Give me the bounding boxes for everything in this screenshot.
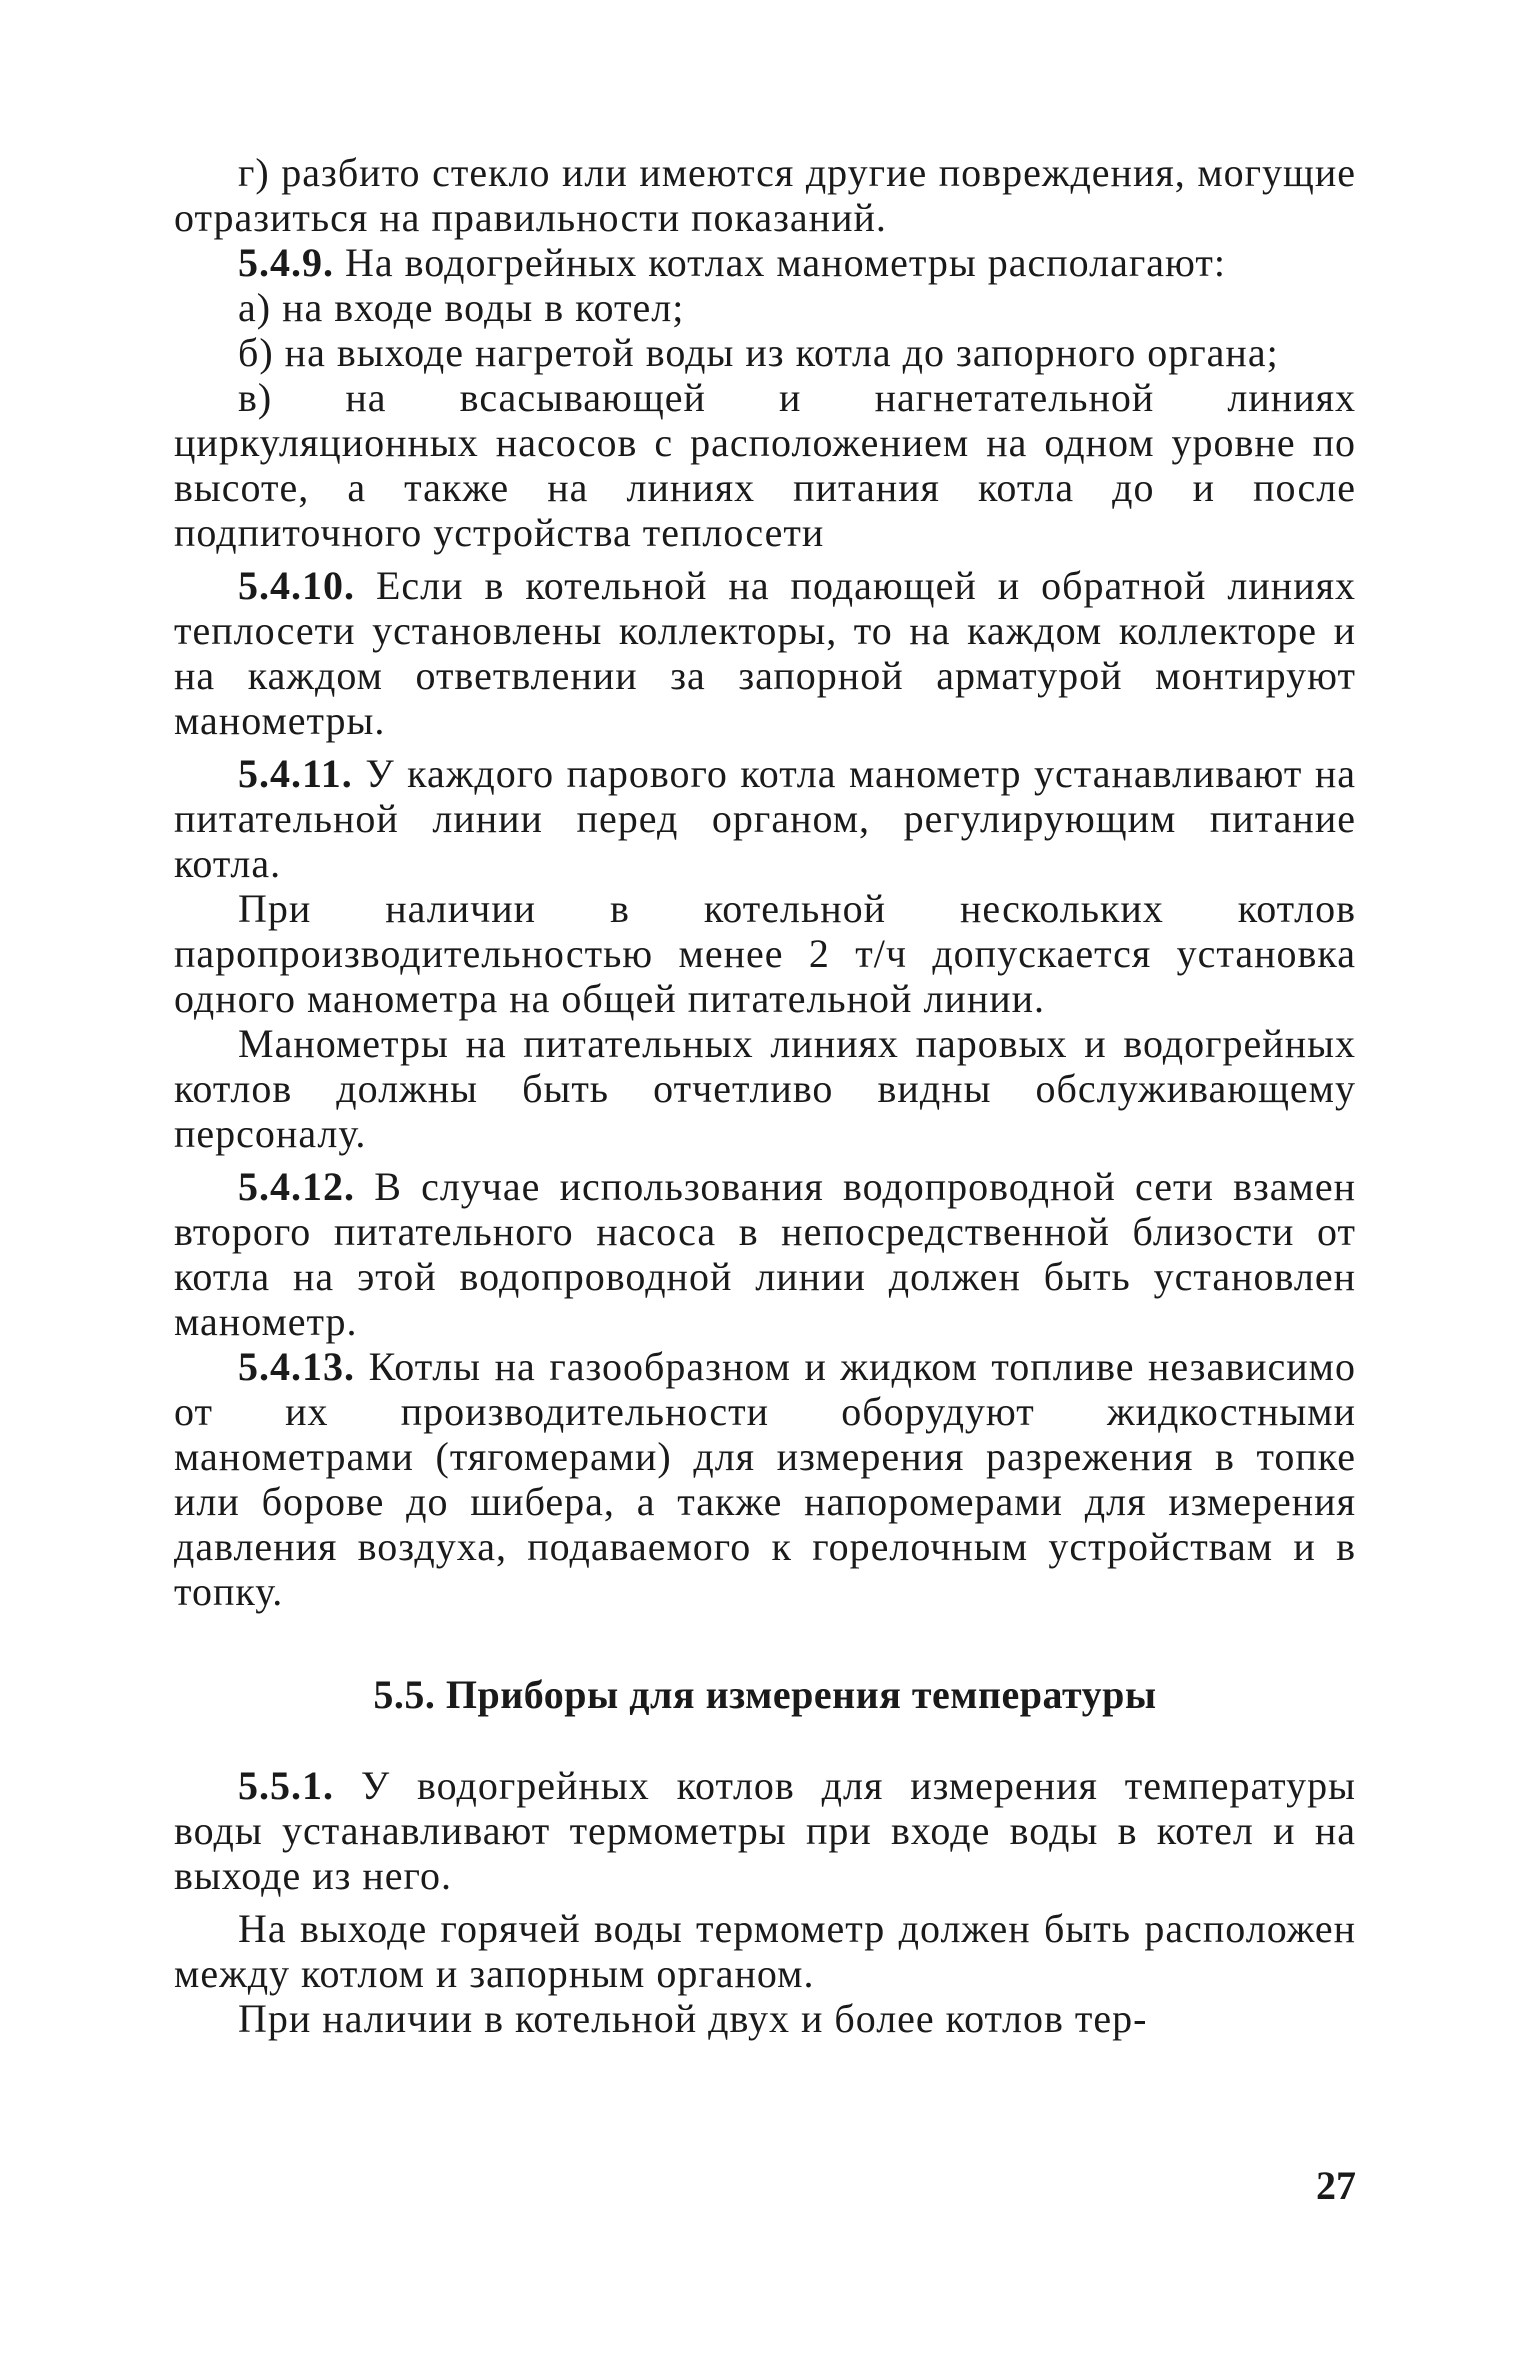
paragraph-text: У каждого парового котла манометр устанавливают на питательной линии перед органом, регулирующим питание котла. bbox=[174, 751, 1356, 886]
paragraph-5-4-12 bbox=[174, 1164, 1356, 1344]
page-number: 27 bbox=[1316, 2163, 1356, 2208]
paragraph-5-4-9 bbox=[174, 240, 1356, 285]
clause-number: 5.4.9. bbox=[238, 240, 334, 285]
page-content bbox=[174, 150, 1356, 2041]
section-title: 5.5. Приборы для измерения температуры bbox=[373, 1672, 1157, 1717]
list-item-a bbox=[174, 285, 1356, 330]
paragraph-5-4-11 bbox=[174, 751, 1356, 886]
clause-number: 5.5.1. bbox=[238, 1763, 334, 1808]
list-item-v bbox=[174, 375, 1356, 555]
paragraph-5-4-10 bbox=[174, 563, 1356, 743]
paragraph-text: Если в котельной на подающей и обратной линиях теплосети установлены коллекторы, то на каждом коллекторе и на каждом ответвлении за запорной арматурой монтируют манометры. bbox=[174, 563, 1356, 743]
clause-number: 5.4.12. bbox=[238, 1164, 355, 1209]
paragraph-text: б) на выходе нагретой воды из котла до запорного органа; bbox=[238, 330, 1279, 375]
paragraph-text: а) на входе воды в котел; bbox=[238, 285, 685, 330]
paragraph-5-5-1-note-1 bbox=[174, 1906, 1356, 1996]
paragraph-text: г) разбито стекло или имеются другие повреждения, могущие отразиться на правильности показаний. bbox=[174, 150, 1356, 240]
clause-number: 5.4.11. bbox=[238, 751, 353, 796]
paragraph-text: При наличии в котельной нескольких котлов паропроизводительностью менее 2 т/ч допускается установка одного манометра на общей питательной линии. bbox=[174, 886, 1356, 1021]
list-item-b bbox=[174, 330, 1356, 375]
paragraph-text: При наличии в котельной двух и более котлов тер- bbox=[238, 1996, 1148, 2041]
paragraph-5-4-13 bbox=[174, 1344, 1356, 1614]
paragraph-text: в) на всасывающей и нагнетательной линиях циркуляционных насосов с расположением на одном уровне по высоте, а также на линиях питания котла до и после подпиточного устройства теплосети bbox=[174, 375, 1356, 555]
paragraph-g bbox=[174, 150, 1356, 240]
clause-number: 5.4.10. bbox=[238, 563, 355, 608]
paragraph-text: Котлы на газообразном и жидком топливе независимо от их производительности оборудуют жидкостными манометрами (тягомерами) для измерения разрежения в топке или борове до шибера, а также напоромерами для измерения давления воздуха, подаваемого к горелочным устройствам и в топку. bbox=[174, 1344, 1356, 1614]
paragraph-text: Манометры на питательных линиях паровых и водогрейных котлов должны быть отчетливо видны обслуживающему персоналу. bbox=[174, 1021, 1356, 1156]
paragraph-5-4-11-note-1 bbox=[174, 886, 1356, 1021]
paragraph-5-4-11-note-2 bbox=[174, 1021, 1356, 1156]
paragraph-text: В случае использования водопроводной сети взамен второго питательного насоса в непосредственной близости от котла на этой водопроводной линии должен быть установлен манометр. bbox=[174, 1164, 1356, 1344]
clause-number: 5.4.13. bbox=[238, 1344, 355, 1389]
paragraph-text: На выходе горячей воды термометр должен быть расположен между котлом и запорным органом. bbox=[174, 1906, 1356, 1996]
paragraph-text: На водогрейных котлах манометры располагают: bbox=[345, 240, 1226, 285]
paragraph-5-5-1 bbox=[174, 1763, 1356, 1898]
paragraph-5-5-1-note-2 bbox=[174, 1996, 1356, 2041]
paragraph-text: У водогрейных котлов для измерения температуры воды устанавливают термометры при входе воды в котел и на выходе из него. bbox=[174, 1763, 1357, 1898]
